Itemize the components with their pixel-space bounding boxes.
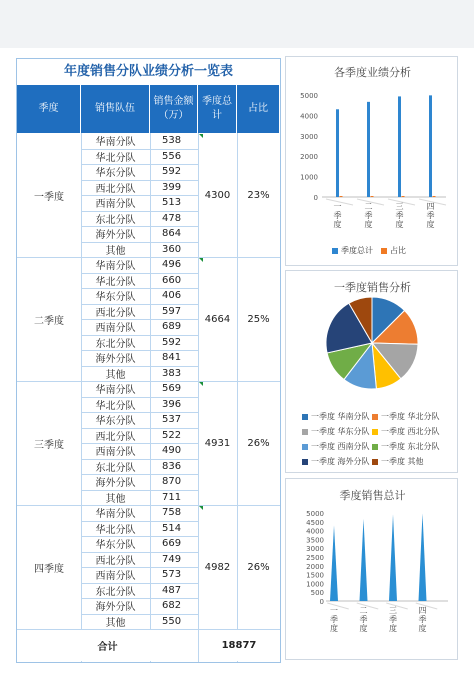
amount-cell: 399	[162, 181, 182, 193]
legend-label: 一季度 西南分队	[311, 442, 370, 451]
amount-cell: 569	[162, 383, 182, 395]
amount-cell: 537	[162, 414, 182, 426]
amount-cell: 496	[162, 259, 182, 271]
y-tick-label: 3000	[300, 132, 318, 141]
amount-cell: 758	[162, 507, 182, 519]
quarter-share: 26%	[247, 561, 270, 573]
legend-label: 一季度 海外分队	[311, 457, 370, 466]
amount-cell: 396	[162, 398, 182, 410]
team-cell: 其他	[105, 617, 126, 629]
pie-legend-item	[302, 411, 370, 422]
legend-label: 一季度 华北分队	[381, 412, 440, 421]
header-cell: 季度总 计	[198, 85, 237, 133]
quarter-label: 三季度	[34, 439, 64, 451]
team-cell: 其他	[105, 369, 126, 381]
row-divider	[81, 211, 198, 212]
y-tick-label: 2500	[306, 554, 324, 562]
x-tick-label: 季	[364, 211, 373, 220]
area-spike	[360, 519, 368, 601]
pie-legend-item	[302, 426, 370, 437]
bar-total	[367, 102, 370, 197]
team-cell: 华北分队	[95, 152, 136, 164]
amount-cell: 711	[162, 491, 182, 503]
row-divider	[81, 536, 198, 537]
area-spike	[419, 513, 427, 601]
quarter-label: 一季度	[34, 191, 64, 203]
y-tick-label: 1000	[300, 173, 318, 182]
row-divider	[81, 319, 198, 320]
amount-cell: 514	[162, 522, 182, 534]
area-spike	[330, 525, 338, 601]
team-cell: 海外分队	[95, 478, 136, 490]
x-tick-label: 季	[359, 615, 368, 624]
y-tick-label: 4500	[306, 518, 324, 527]
pie-legend-item	[372, 411, 440, 422]
amount-cell: 870	[162, 476, 182, 488]
amount-cell: 669	[162, 538, 182, 550]
x-tick-label: 季	[333, 211, 342, 220]
row-divider	[81, 288, 198, 289]
chart3-svg	[286, 479, 459, 661]
sales-table	[16, 58, 281, 663]
amount-cell: 689	[162, 321, 182, 333]
team-cell: 华南分队	[95, 261, 136, 273]
y-tick-label: 1000	[306, 580, 324, 589]
row-divider	[81, 164, 198, 165]
quarter-share: 26%	[247, 437, 270, 449]
amount-cell: 556	[162, 150, 182, 162]
column-divider	[150, 133, 151, 662]
bar-total	[429, 95, 432, 197]
y-tick-label: 4000	[306, 527, 324, 536]
row-divider	[81, 598, 198, 599]
footer-label: 合计	[97, 642, 118, 653]
x-tick-label: 三	[389, 606, 397, 615]
amount-cell: 749	[162, 553, 182, 565]
legend-label-pct: 占比	[390, 246, 406, 255]
team-cell: 华北分队	[95, 276, 136, 288]
pie-legend-item	[302, 441, 370, 452]
row-divider	[81, 521, 198, 522]
team-cell: 其他	[105, 245, 126, 257]
x-tick-label: 四	[426, 202, 435, 211]
team-cell: 海外分队	[95, 602, 136, 614]
chart3-title: 季度销售总计	[339, 489, 406, 502]
x-tick-label: 度	[330, 624, 338, 633]
bar-share	[371, 196, 374, 197]
amount-cell: 660	[162, 274, 182, 286]
x-tick-label: 度	[418, 624, 427, 633]
team-cell: 东北分队	[95, 214, 136, 226]
chart2-svg	[286, 291, 459, 416]
legend-swatch	[302, 459, 308, 465]
amount-cell: 592	[162, 336, 182, 348]
row-divider	[81, 397, 198, 398]
legend-label: 一季度 东北分队	[381, 442, 440, 451]
team-cell: 东北分队	[95, 462, 136, 474]
quarter-label: 二季度	[34, 315, 64, 327]
team-cell: 海外分队	[95, 230, 136, 242]
legend-swatch	[372, 459, 378, 465]
amount-cell: 538	[162, 135, 182, 147]
amount-cell: 406	[162, 290, 182, 302]
row-divider	[81, 335, 198, 336]
quarter-total: 4982	[204, 561, 231, 573]
area-spike	[389, 514, 397, 601]
x-tick-label: 度	[333, 220, 342, 229]
amount-cell: 592	[162, 166, 182, 178]
pie-legend-item	[372, 441, 440, 452]
y-tick-label: 3000	[306, 545, 324, 554]
row-divider	[81, 366, 198, 367]
y-tick-label: 5000	[306, 510, 324, 518]
header-cell: 销售队伍	[81, 85, 150, 133]
legend-label: 一季度 西北分队	[381, 427, 440, 436]
amount-cell: 573	[162, 569, 182, 581]
team-cell: 华东分队	[95, 168, 136, 180]
row-divider	[81, 552, 198, 553]
x-tick-label: 度	[389, 624, 397, 633]
y-tick-label: 2000	[306, 562, 324, 571]
x-tick-label: 二	[359, 606, 368, 615]
quarter-total-chart	[285, 478, 458, 660]
amount-cell: 360	[162, 243, 182, 255]
bar-total	[398, 96, 401, 197]
legend-swatch-pct	[381, 248, 387, 254]
legend-swatch-total	[332, 248, 338, 254]
quarter-total: 4931	[204, 437, 231, 449]
bar-share	[340, 196, 343, 197]
row-divider	[81, 195, 198, 196]
row-divider	[81, 567, 198, 568]
x-tick-label: 一	[330, 606, 338, 615]
team-cell: 东北分队	[95, 338, 136, 350]
quarter-share: 25%	[247, 313, 270, 325]
quarter-total: 4664	[204, 313, 231, 325]
team-cell: 华南分队	[95, 137, 136, 149]
amount-cell: 522	[162, 429, 182, 441]
row-divider	[81, 412, 198, 413]
quarter-performance-chart	[285, 56, 458, 266]
header-cell: 占比	[237, 85, 280, 133]
row-divider	[81, 474, 198, 475]
quarter-label: 四季度	[34, 563, 64, 575]
row-divider	[81, 226, 198, 227]
pie-legend-item	[372, 426, 440, 437]
row-divider	[81, 614, 198, 615]
team-cell: 西南分队	[95, 447, 136, 459]
row-divider	[81, 490, 198, 491]
legend-swatch	[372, 444, 378, 450]
team-cell: 西北分队	[95, 431, 136, 443]
legend-label: 一季度 华东分队	[311, 427, 370, 436]
team-cell: 东北分队	[95, 586, 136, 598]
footer-total: 18877	[221, 640, 257, 651]
cell-marker	[199, 134, 203, 138]
y-tick-label: 0	[313, 194, 318, 202]
chart1-svg	[286, 57, 459, 267]
cell-marker	[199, 506, 203, 510]
legend-swatch	[302, 444, 308, 450]
pie-legend-item	[372, 456, 424, 467]
legend-label-total: 季度总计	[341, 246, 373, 255]
chart2-title: 一季度销售分析	[334, 281, 411, 294]
x-tick-label: 度	[364, 220, 373, 229]
y-tick-label: 3500	[306, 536, 324, 545]
legend-swatch	[372, 414, 378, 420]
team-cell: 华东分队	[95, 416, 136, 428]
column-divider	[198, 133, 199, 662]
legend-label: 一季度 其他	[381, 457, 424, 466]
row-divider	[81, 242, 198, 243]
header-cell: 季度	[17, 85, 81, 133]
amount-cell: 864	[162, 228, 182, 240]
row-divider	[81, 149, 198, 150]
team-cell: 华北分队	[95, 400, 136, 412]
team-cell: 西南分队	[95, 323, 136, 335]
row-divider	[81, 443, 198, 444]
q1-sales-pie-chart	[285, 270, 458, 473]
amount-cell: 841	[162, 352, 182, 364]
column-divider	[81, 133, 82, 662]
amount-cell: 487	[162, 584, 182, 596]
legend-swatch	[302, 429, 308, 435]
legend-label: 一季度 华南分队	[311, 412, 370, 421]
x-tick-label: 四	[418, 606, 427, 615]
quarter-total: 4300	[204, 189, 231, 201]
y-tick-label: 500	[310, 589, 324, 598]
team-cell: 其他	[105, 493, 126, 505]
x-tick-label: 三	[395, 202, 404, 211]
row-divider	[81, 180, 198, 181]
amount-cell: 836	[162, 460, 182, 472]
header-cell: 销售金额 （万）	[150, 85, 198, 133]
team-cell: 华东分队	[95, 540, 136, 552]
row-divider	[81, 304, 198, 305]
amount-cell: 383	[162, 367, 182, 379]
y-tick-label: 0	[319, 598, 324, 606]
amount-cell: 682	[162, 600, 182, 612]
y-tick-label: 1500	[306, 571, 324, 580]
table-title: 年度销售分队业绩分析一览表	[63, 64, 233, 79]
amount-cell: 478	[162, 212, 182, 224]
x-tick-label: 度	[426, 220, 435, 229]
x-tick-label: 季	[418, 615, 427, 624]
y-tick-label: 2000	[300, 153, 318, 162]
row-divider	[81, 350, 198, 351]
y-tick-label: 5000	[300, 92, 318, 100]
team-cell: 华南分队	[95, 385, 136, 397]
x-tick-label: 一	[333, 202, 342, 211]
cell-marker	[199, 382, 203, 386]
team-cell: 西南分队	[95, 571, 136, 583]
amount-cell: 513	[162, 197, 182, 209]
x-tick-label: 度	[395, 220, 404, 229]
quarter-share: 23%	[247, 189, 270, 201]
top-band	[0, 0, 474, 48]
x-tick-label: 季	[395, 211, 404, 220]
x-tick-label: 度	[359, 624, 368, 633]
bar-total	[336, 109, 339, 197]
team-cell: 海外分队	[95, 354, 136, 366]
team-cell: 西南分队	[95, 199, 136, 211]
row-divider	[81, 273, 198, 274]
y-tick-label: 4000	[300, 112, 318, 121]
x-tick-label: 季	[330, 615, 338, 624]
team-cell: 西北分队	[95, 307, 136, 319]
cell-marker	[199, 258, 203, 262]
amount-cell: 550	[162, 615, 182, 627]
pie-legend-item	[302, 456, 370, 467]
x-tick-label: 季	[389, 615, 397, 624]
x-tick-label: 季	[426, 211, 435, 220]
team-cell: 西北分队	[95, 183, 136, 195]
legend-swatch	[302, 414, 308, 420]
chart1-legend	[332, 245, 406, 256]
column-divider	[237, 133, 238, 662]
bar-share	[402, 196, 405, 197]
x-tick-label: 二	[364, 202, 373, 211]
bar-share	[433, 196, 436, 197]
team-cell: 华南分队	[95, 509, 136, 521]
team-cell: 华北分队	[95, 524, 136, 536]
row-divider	[81, 583, 198, 584]
amount-cell: 490	[162, 445, 182, 457]
amount-cell: 597	[162, 305, 182, 317]
row-divider	[81, 428, 198, 429]
team-cell: 华东分队	[95, 292, 136, 304]
legend-swatch	[372, 429, 378, 435]
team-cell: 西北分队	[95, 555, 136, 567]
row-divider	[81, 459, 198, 460]
chart1-title: 各季度业绩分析	[334, 66, 411, 79]
